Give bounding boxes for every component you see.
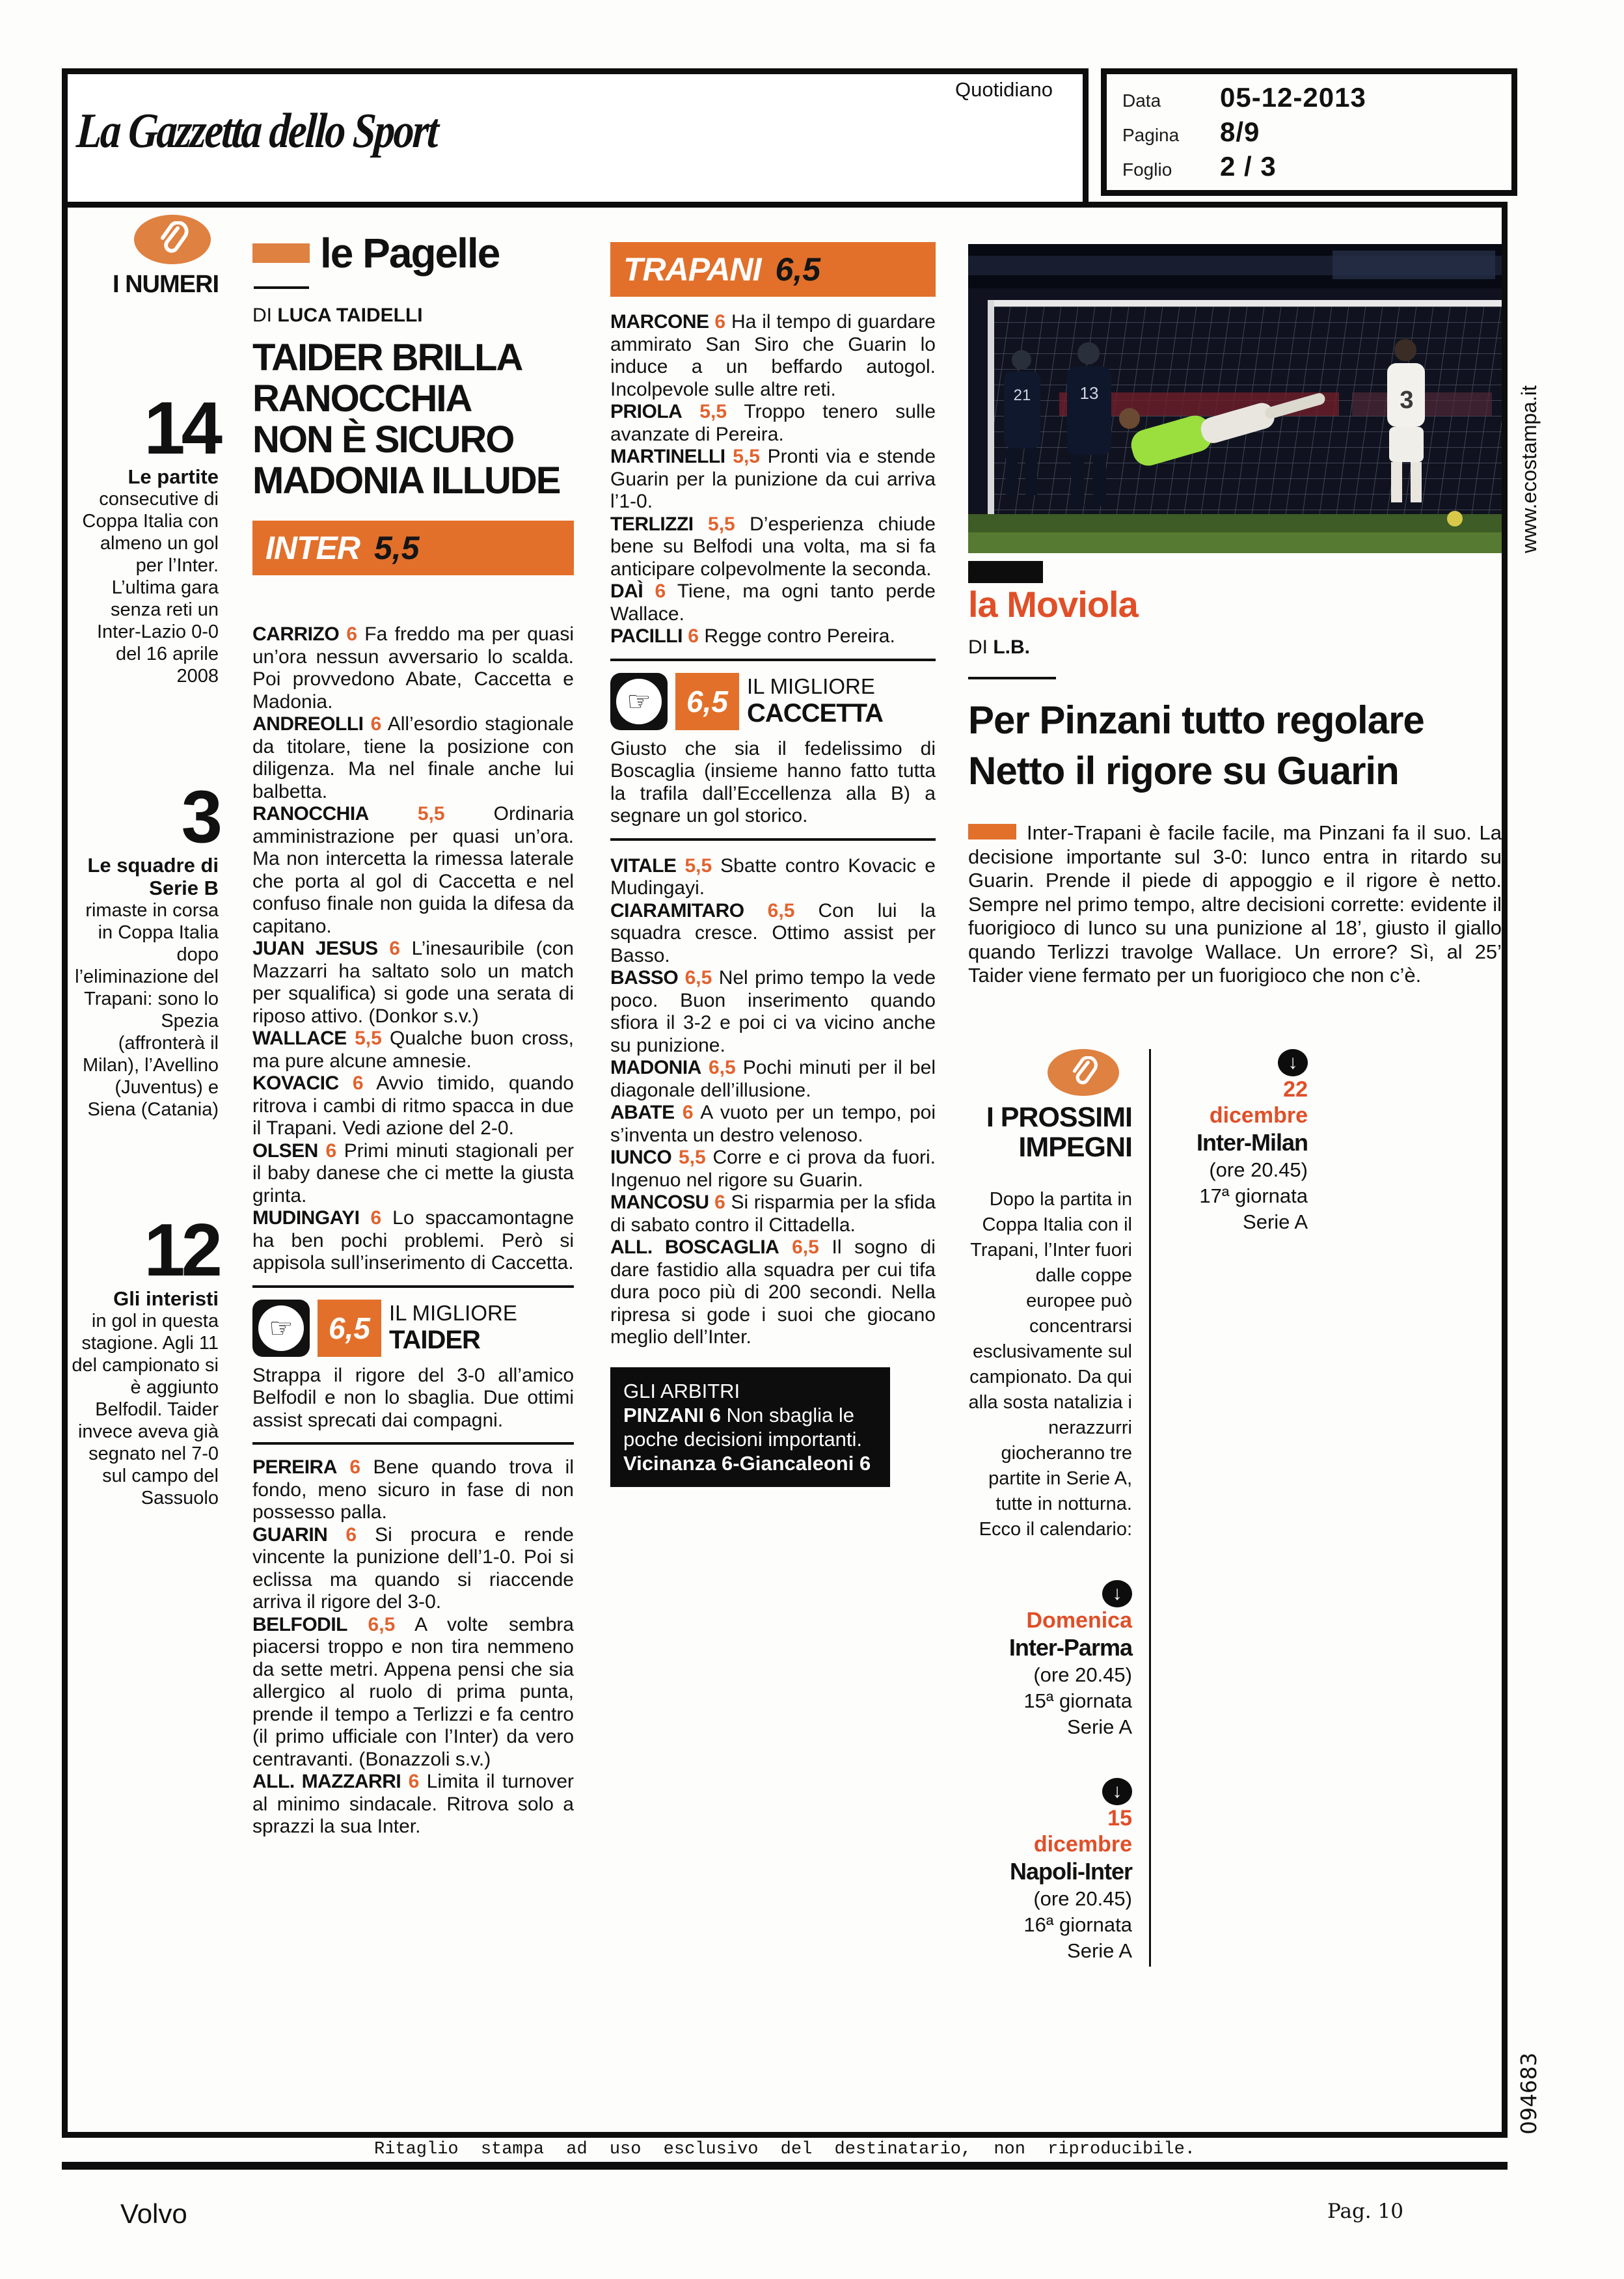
number-text: rimaste in corsa in Coppa Italia dopo l’eliminazione del Trapani: sono lo Spezia (affronterà il Milan), l’Avellino (Juventus) e Siena (Catania): [75, 900, 219, 1120]
player-rating: [252, 1614, 574, 1771]
author-name: L.B.: [993, 636, 1031, 658]
player-rating: [610, 855, 936, 900]
best-player-name: TAIDER: [389, 1325, 480, 1354]
number-text: consecutive di Coppa Italia con almeno un gol per l’Inter. L’ultima gara senza reti un Inter-Lazio 0-0 del 16 aprile 2008: [82, 489, 219, 687]
orange-bar-icon: [252, 243, 310, 263]
fixture-inter-milan: [1168, 1049, 1308, 1235]
down-arrow-icon: ↓: [1278, 1049, 1308, 1076]
player-rating: [252, 1771, 574, 1838]
player-name: ALL. BOSCAGLIA: [610, 1236, 779, 1258]
best-score-badge: 6,5: [318, 1300, 381, 1357]
player-name: ANDREOLLI: [252, 713, 364, 735]
pagelle-byline: [252, 305, 574, 327]
player-comment: Limita il turnover al minimo sindacale. Ritrova solo a sprazzi la sua Inter.: [252, 1771, 574, 1837]
upcoming-fixtures-column: [968, 1049, 1132, 1964]
player-score: 5,5: [678, 1147, 706, 1168]
player-comment: Lo spaccamontagne ha ben pochi problemi. Però si appisola sull’inserimento di Caccetta.: [252, 1207, 574, 1274]
player-name: DAÌ: [610, 580, 643, 602]
player-rating: [610, 1192, 936, 1236]
headline-line: Netto il rigore su Guarin: [968, 749, 1399, 793]
down-arrow-icon: ↓: [1102, 1580, 1132, 1607]
player-name: PEREIRA: [252, 1456, 337, 1478]
referees-title: GLI ARBITRI: [623, 1379, 740, 1402]
player-score: 5,5: [733, 446, 760, 467]
player-score: 6,5: [792, 1236, 819, 1258]
player-score: 6: [352, 1072, 364, 1094]
fixture-time: (ore 20.45): [1033, 1663, 1132, 1686]
byline-prefix: DI: [968, 636, 988, 658]
player-rating: [252, 623, 574, 713]
inter-ratings-list: [252, 623, 574, 1275]
best-player-comment: Giusto che sia il fedelissimo di Boscaglia (insieme hanno fatto tutta la trafila dall’Eccellenza alla B) a segnare un gol storico.: [610, 737, 936, 826]
player-comment: Pochi minuti per il bel diagonale dell’illusione.: [610, 1057, 936, 1101]
number-lead: Le squadre di Serie B: [87, 854, 219, 899]
player-name: CARRIZO: [252, 623, 340, 645]
number-lead: Gli interisti: [113, 1287, 219, 1310]
svg-text:3: 3: [1400, 387, 1414, 414]
trapani-ratings-list-2: [610, 855, 936, 1349]
player-comment: Pronti via e stende Guarin per la punizione da cui arriva l’1-0.: [610, 446, 936, 512]
fixture-time: (ore 20.45): [1209, 1158, 1308, 1181]
best-score-badge: 6,5: [675, 673, 739, 730]
team-score: 5,5: [374, 530, 420, 566]
referee-name-score: PINZANI 6: [623, 1403, 721, 1426]
number-lead: Le partite: [128, 465, 219, 488]
moviola-body: [968, 821, 1502, 988]
pagelle-trapani-column: [610, 242, 936, 1487]
paragraph-marker-icon: [968, 824, 1016, 839]
fixtures-title-line: IMPEGNI: [1018, 1132, 1132, 1163]
fixture-date: Domenica: [1026, 1608, 1132, 1633]
player-name: ALL. MAZZARRI: [252, 1771, 401, 1792]
referee-rating: [623, 1403, 877, 1451]
best-label: IL MIGLIORE: [747, 674, 875, 698]
byline-prefix: DI: [252, 305, 272, 326]
player-score: 6: [349, 1456, 360, 1478]
player-name: JUAN JESUS: [252, 938, 378, 959]
player-rating: [610, 513, 936, 581]
fixture-date: dicembre: [1033, 1832, 1132, 1857]
clipping-code: 094683: [1516, 2053, 1541, 2135]
fixture-time: (ore 20.45): [1033, 1887, 1132, 1910]
author-name: LUCA TAIDELLI: [277, 305, 423, 326]
player-rating: [610, 1057, 936, 1102]
clipping-meta-box: [1101, 68, 1517, 196]
player-rating: [610, 311, 936, 401]
trapani-score-banner: [610, 242, 936, 297]
meta-value-page: 8/9: [1220, 116, 1260, 147]
fixture-inter-parma: [968, 1580, 1132, 1740]
player-comment: Ha il tempo di guardare ammirato San Siro che Guarin lo induce a un beffardo autogol. Incolpevole sulle altre reti.: [610, 311, 936, 400]
player-score: 6: [655, 580, 666, 602]
player-rating: [252, 938, 574, 1028]
player-comment: Con lui la squadra cresce. Ottimo assist per Basso.: [610, 899, 936, 966]
headline-line: RANOCCHIA: [252, 377, 472, 420]
page-number: Pag. 10: [1327, 2200, 1403, 2223]
player-rating: [610, 580, 936, 625]
fixture-napoli-inter: [968, 1778, 1132, 1964]
player-comment: A volte sembra piacersi troppo e non tira nemmeno da sette metri. Appena pensi che sia allergico al ruolo di prima punta, prende il tempo a Terlizzi e fa centro (il primo ufficiale con l’Inter) da vero centravanti. (Bonazzoli s.v.): [252, 1613, 574, 1770]
player-name: KOVACIC: [252, 1072, 339, 1094]
meta-row-page: [1122, 116, 1496, 148]
referees-box: [610, 1367, 890, 1487]
player-comment: Avvio timido, quando ritrova i cambi di ritmo spacca in due il Trapani. Vedi azione del 2-0.: [252, 1072, 574, 1139]
fixture-match: Inter-Parma: [1008, 1634, 1132, 1661]
player-comment: Corre e ci prova da fuori. Ingenuo nel rigore su Guarin.: [610, 1147, 936, 1191]
player-comment: Sbatte contro Kovacic e Mudingayi.: [610, 854, 936, 899]
player-score: 6,5: [684, 967, 712, 989]
player-score: 6: [370, 713, 382, 735]
headline-line: TAIDER BRILLA: [252, 336, 522, 379]
paperclip-icon: [134, 215, 211, 264]
fixtures-intro: Dopo la partita in Coppa Italia con il Trapani, l’Inter fuori dalle coppe europee può concentrarsi esclusivamente sul campionato. Da qui alla sosta natalizia i nerazzurri giocheranno tre partite in Serie A, tutte in notturna. Ecco il calendario:: [968, 1189, 1132, 1540]
player-score: 6: [714, 311, 726, 333]
player-comment: Si risparmia per la sfida di sabato contro il Cittadella.: [610, 1192, 936, 1236]
player-name: MUDINGAYI: [252, 1207, 360, 1229]
best-player-trapani: [610, 673, 936, 730]
player-score: 6,5: [708, 1057, 736, 1078]
pagelle-headline: [252, 337, 574, 501]
player-name: RANOCCHIA: [252, 803, 369, 825]
divider: [610, 659, 936, 661]
player-comment: Ordinaria amministrazione per quasi un’ora. Ma non intercetta la rimessa laterale che porta al gol di Caccetta e nel confuso finale non guida la difesa da capitano.: [252, 803, 574, 937]
number-item: [70, 387, 219, 687]
inter-ratings-list-2: [252, 1456, 574, 1838]
player-score: 5,5: [684, 854, 712, 877]
player-score: 6: [389, 938, 400, 959]
player-name: MADONIA: [610, 1057, 701, 1078]
down-arrow-icon: ↓: [1102, 1778, 1132, 1805]
meta-label: Foglio: [1122, 159, 1172, 180]
fixture-league: Serie A: [1067, 1715, 1132, 1738]
player-name: PRIOLA: [610, 401, 683, 422]
best-player-inter: [252, 1300, 574, 1357]
meta-value-sheet: 2 / 3: [1220, 150, 1277, 182]
player-comment: D’esperienza chiude bene su Belfodi una volta, ma si fa anticipare colpevolmente la seconda.: [610, 513, 936, 580]
player-score: 5,5: [699, 401, 727, 422]
thumb-up-icon: ☞: [252, 1300, 310, 1357]
divider: [252, 1442, 574, 1445]
player-rating: [610, 967, 936, 1057]
fixture-date: 22: [1283, 1077, 1308, 1102]
meta-row-sheet: [1122, 151, 1496, 182]
publication-type-label: Quotidiano: [955, 78, 1053, 101]
player-rating: [252, 1072, 574, 1140]
moviola-byline: [968, 636, 1030, 659]
player-rating: [610, 446, 936, 513]
player-comment: Il sogno di dare fastidio alla squadra per cui tifa dura poco più di 200 secondi. Nella ripresa si gode i suoi che giocano meglio dell’Inter.: [610, 1236, 936, 1348]
player-score: 5,5: [417, 803, 445, 825]
player-score: 6: [370, 1207, 382, 1229]
number-item: [70, 776, 219, 1121]
rule: [254, 286, 309, 289]
player-name: ABATE: [610, 1102, 675, 1123]
player-comment: L’inesauribile (con Mazzarri ha saltato solo un match per squalifica) si gode una serata di riposo attivo. (Donkor s.v.): [252, 938, 574, 1027]
player-name: MARTINELLI: [610, 446, 725, 467]
player-rating: [252, 1456, 574, 1524]
player-comment: Bene quando trova il fondo, meno sicuro in fase di non possesso palla.: [252, 1456, 574, 1523]
assistant-referees: Vicinanza 6-Giancaleoni 6: [623, 1451, 871, 1475]
divider: [252, 1285, 574, 1288]
player-rating: [610, 1147, 936, 1192]
team-name: TRAPANI: [623, 251, 761, 288]
fixture-league: Serie A: [1067, 1939, 1132, 1962]
player-rating: [252, 1207, 574, 1275]
ecostampa-watermark: www.ecostampa.it: [1517, 385, 1541, 553]
player-score: 6: [345, 1523, 357, 1546]
best-player-name: CACCETTA: [747, 698, 884, 728]
player-rating: [610, 1102, 936, 1147]
player-score: 6: [325, 1140, 337, 1162]
fixture-round: 17ª giornata: [1199, 1184, 1308, 1207]
player-rating: [610, 625, 936, 648]
player-score: 6: [688, 625, 699, 647]
player-comment: Primi minuti stagionali per il baby danese che ci mette la giusta grinta.: [252, 1140, 575, 1207]
big-number: 14: [144, 387, 219, 470]
pagelle-inter-column: [252, 229, 574, 1838]
player-name: WALLACE: [252, 1028, 347, 1049]
fixtures-title-line: I PROSSIMI: [986, 1102, 1132, 1133]
pagelle-kicker: [252, 229, 574, 277]
goal-photo-image: [968, 244, 1502, 553]
player-rating: [252, 713, 574, 803]
moviola-text: Inter-Trapani è facile facile, ma Pinzani fa il suo. La decisione importante sul 3-0: Iunco entra in ritardo su Guarin. Prende il piede di appoggio e il rigore è netto. Sempre nel primo tempo, altre decisioni corrette: evidente il fuorigioco di Iunco su una punizione al 18’, giusto il giallo quando Terlizzi travolge Wallace. Un errore? Sì, al 25’ Taider viene fermato per un fuorigioco che non c’è.: [968, 821, 1502, 987]
player-name: MANCOSU: [610, 1192, 709, 1213]
player-score: 5,5: [708, 513, 735, 535]
player-rating: [252, 803, 574, 938]
player-name: GUARIN: [252, 1523, 328, 1546]
pagelle-title: le Pagelle: [320, 230, 500, 277]
vertical-divider: [1149, 1049, 1151, 1967]
paperclip-icon: [1048, 1049, 1119, 1096]
player-comment: All’esordio stagionale da titolare, tiene la posizione con diligenza. Ma nel finale anche lui balbetta.: [252, 713, 574, 802]
player-name: IUNCO: [610, 1147, 672, 1168]
numbers-title: I NUMERI: [113, 271, 219, 298]
fixture-round: 16ª giornata: [1023, 1913, 1132, 1936]
player-name: BASSO: [610, 967, 679, 989]
player-comment: Regge contro Pereira.: [704, 625, 895, 647]
player-score: 6,5: [368, 1613, 396, 1635]
fixture-match: Inter-Milan: [1196, 1129, 1308, 1156]
fixture-league: Serie A: [1243, 1210, 1308, 1233]
headline-line: NON È SICURO: [252, 418, 514, 461]
meta-row-date: [1122, 82, 1496, 113]
fixture-match: Napoli-Inter: [1009, 1858, 1132, 1885]
player-name: CIARAMITARO: [610, 899, 744, 921]
player-comment: Qualche buon cross, ma pure alcune amnesie.: [252, 1028, 575, 1072]
moviola-black-bar: [968, 561, 1043, 583]
player-score: 6: [408, 1771, 420, 1792]
fixture-round: 15ª giornata: [1023, 1689, 1132, 1712]
player-name: TERLIZZI: [610, 513, 694, 535]
player-score: 5,5: [355, 1028, 382, 1049]
player-name: BELFODIL: [252, 1613, 347, 1635]
player-rating: [610, 900, 936, 968]
player-score: 6: [346, 623, 358, 645]
player-comment: Si procura e rende vincente la punizione dell’1-0. Poi si eclissa ma quando si riaccende arriva il rigore del 3-0.: [252, 1523, 574, 1613]
headline-line: Per Pinzani tutto regolare: [968, 698, 1424, 742]
thumb-up-icon: ☞: [610, 673, 668, 730]
match-photo: [968, 244, 1502, 553]
player-score: 6,5: [767, 899, 795, 921]
number-text: in gol in questa stagione. Agli 11 del campionato si è aggiunto Belfodil. Taider invece aveva già segnato nel 7-0 sul campo del Sassuolo: [72, 1311, 219, 1508]
meta-label: Pagina: [1122, 124, 1180, 145]
moviola-title: la Moviola: [968, 584, 1138, 625]
player-name: MARCONE: [610, 311, 709, 333]
fixture-date: dicembre: [1209, 1103, 1308, 1128]
meta-label: Data: [1122, 90, 1161, 111]
headline-line: MADONIA ILLUDE: [252, 459, 560, 502]
big-number: 3: [181, 776, 219, 858]
player-comment: A vuoto per un tempo, poi s’inventa un destro velenoso.: [610, 1102, 936, 1146]
fixture-date: 15: [1107, 1806, 1132, 1831]
player-comment: Tiene, ma ogni tanto perde Wallace.: [610, 580, 936, 625]
team-score: 6,5: [775, 251, 821, 288]
meta-value-date: 05-12-2013: [1220, 82, 1366, 113]
player-rating: [610, 401, 936, 446]
svg-text:21: 21: [1013, 387, 1031, 404]
player-comment: Troppo tenero sulle avanzate di Pereira.: [610, 401, 936, 445]
moviola-headline: [968, 695, 1424, 797]
player-name: VITALE: [610, 854, 677, 877]
player-name: PACILLI: [610, 625, 683, 647]
player-score: 6: [714, 1192, 725, 1213]
best-label: IL MIGLIORE: [389, 1300, 517, 1325]
newspaper-logo: La Gazzetta dello Sport: [75, 103, 439, 158]
player-comment: Nel primo tempo la vede poco. Buon inserimento quando sfiora il 3-2 e poi ci va vicino anche su punizione.: [610, 967, 936, 1056]
player-rating: [252, 1524, 574, 1614]
player-rating: [252, 1140, 574, 1208]
referee-comment: Non sbaglia le poche decisioni importanti.: [623, 1403, 863, 1451]
best-player-comment: Strappa il rigore del 3-0 all’amico Belfodil e non lo sbaglia. Due ottimi assist sprecati dai compagni.: [252, 1364, 574, 1431]
player-name: OLSEN: [252, 1140, 318, 1162]
rule: [968, 677, 1056, 679]
trapani-ratings-list: [610, 311, 936, 648]
numbers-sidebar: [70, 215, 219, 1509]
player-rating: [610, 1236, 936, 1349]
player-comment: Fa freddo ma per quasi un’ora nessun avversario lo scalda. Poi provvedono Abate, Caccetta e Madonia.: [252, 623, 574, 713]
client-brand: Volvo: [120, 2198, 187, 2229]
player-score: 6: [682, 1102, 694, 1123]
player-rating: [252, 1028, 574, 1072]
fixture-inter-milan-column: [1168, 1049, 1308, 1235]
bottom-rule: [62, 2162, 1508, 2170]
team-name: INTER: [265, 530, 360, 566]
divider: [610, 838, 936, 841]
svg-text:13: 13: [1079, 383, 1099, 403]
disclaimer-text: Ritaglio stampa ad uso esclusivo del destinatario, non riproducibile.: [374, 2140, 1195, 2159]
fixtures-title: [968, 1102, 1132, 1162]
big-number: 12: [144, 1209, 219, 1292]
number-item: [70, 1209, 219, 1509]
inter-score-banner: [252, 521, 574, 575]
